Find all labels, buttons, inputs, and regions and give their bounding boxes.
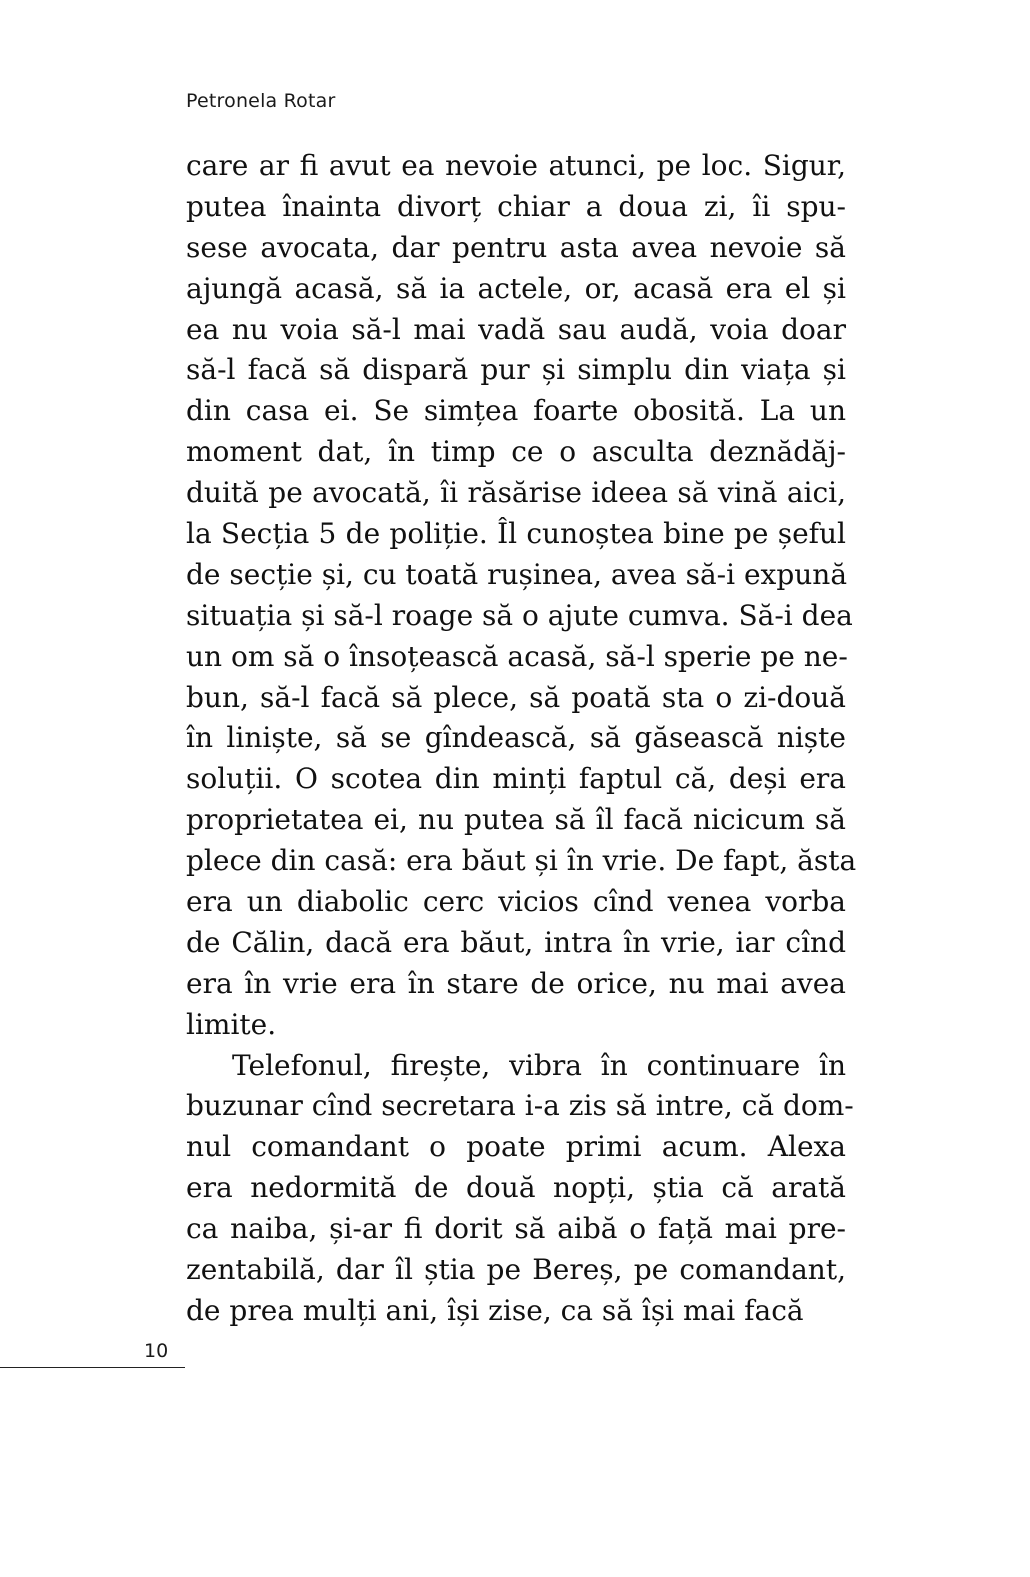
text-line: duită pe avocată, îi răsărise ideea să vină aici, — [186, 476, 846, 510]
text-line: care ar fi avut ea nevoie atunci, pe loc. Sigur, — [186, 149, 846, 182]
text-line: putea înainta divorț chiar a doua zi, îi spu- — [186, 189, 846, 223]
text-line: era în vrie era în stare de orice, nu mai avea — [186, 966, 846, 1000]
text-line: de prea mulți ani, își zise, ca să își mai facă — [186, 1293, 804, 1327]
text-line: proprietatea ei, nu putea să îl facă nicicum să — [186, 803, 846, 837]
text-line: un om să o însoțească acasă, să-l sperie pe ne- — [186, 639, 848, 673]
text-line: de secție și, cu toată rușinea, avea să-i expună — [186, 557, 848, 591]
text-line: ajungă acasă, să ia actele, or, acasă era el și — [186, 271, 846, 305]
text-line: era nedormită de două nopți, știa că arată — [186, 1171, 846, 1205]
page-number: 10 — [144, 1340, 169, 1362]
text-line: era un diabolic cerc vicios cînd venea vorba — [186, 885, 846, 919]
text-line: în liniște, să se gîndească, să găsească niște — [186, 721, 846, 755]
text-line: nul comandant o poate primi acum. Alexa — [186, 1130, 846, 1164]
text-line: limite. — [186, 1007, 277, 1041]
text-line: buzunar cînd secretara i-a zis să intre, că dom- — [186, 1089, 854, 1123]
body-text — [186, 146, 857, 1332]
text-line: Telefonul, firește, vibra în continuare în — [232, 1048, 846, 1082]
text-line: situația și să-l roage să o ajute cumva. Să-i dea — [186, 598, 853, 632]
text-line: zentabilă, dar îl știa pe Bereș, pe comandant, — [186, 1253, 846, 1287]
text-line: ca naiba, și-ar fi dorit să aibă o față mai pre- — [186, 1212, 846, 1246]
text-line: plece din casă: era băut și în vrie. De fapt, ăsta — [186, 844, 857, 878]
text-line: de Călin, dacă era băut, intra în vrie, iar cînd — [186, 925, 846, 959]
text-line: ea nu voia să-l mai vadă sau audă, voia doar — [186, 312, 846, 346]
text-line: bun, să-l facă să plece, să poată sta o zi-două — [186, 680, 846, 714]
text-line: moment dat, în timp ce o asculta deznădăj- — [186, 435, 846, 469]
running-header-author: Petronela Rotar — [186, 90, 336, 112]
text-line: sese avocata, dar pentru asta avea nevoie să — [186, 230, 846, 264]
text-line: la Secția 5 de poliție. Îl cunoștea bine pe șeful — [186, 517, 846, 551]
footer-rule — [0, 1367, 185, 1368]
text-line: soluții. O scotea din minți faptul că, deși era — [186, 762, 846, 796]
text-line: să-l facă să dispară pur și simplu din viața și — [186, 353, 846, 387]
text-line: din casa ei. Se simțea foarte obosită. La un — [186, 394, 846, 428]
